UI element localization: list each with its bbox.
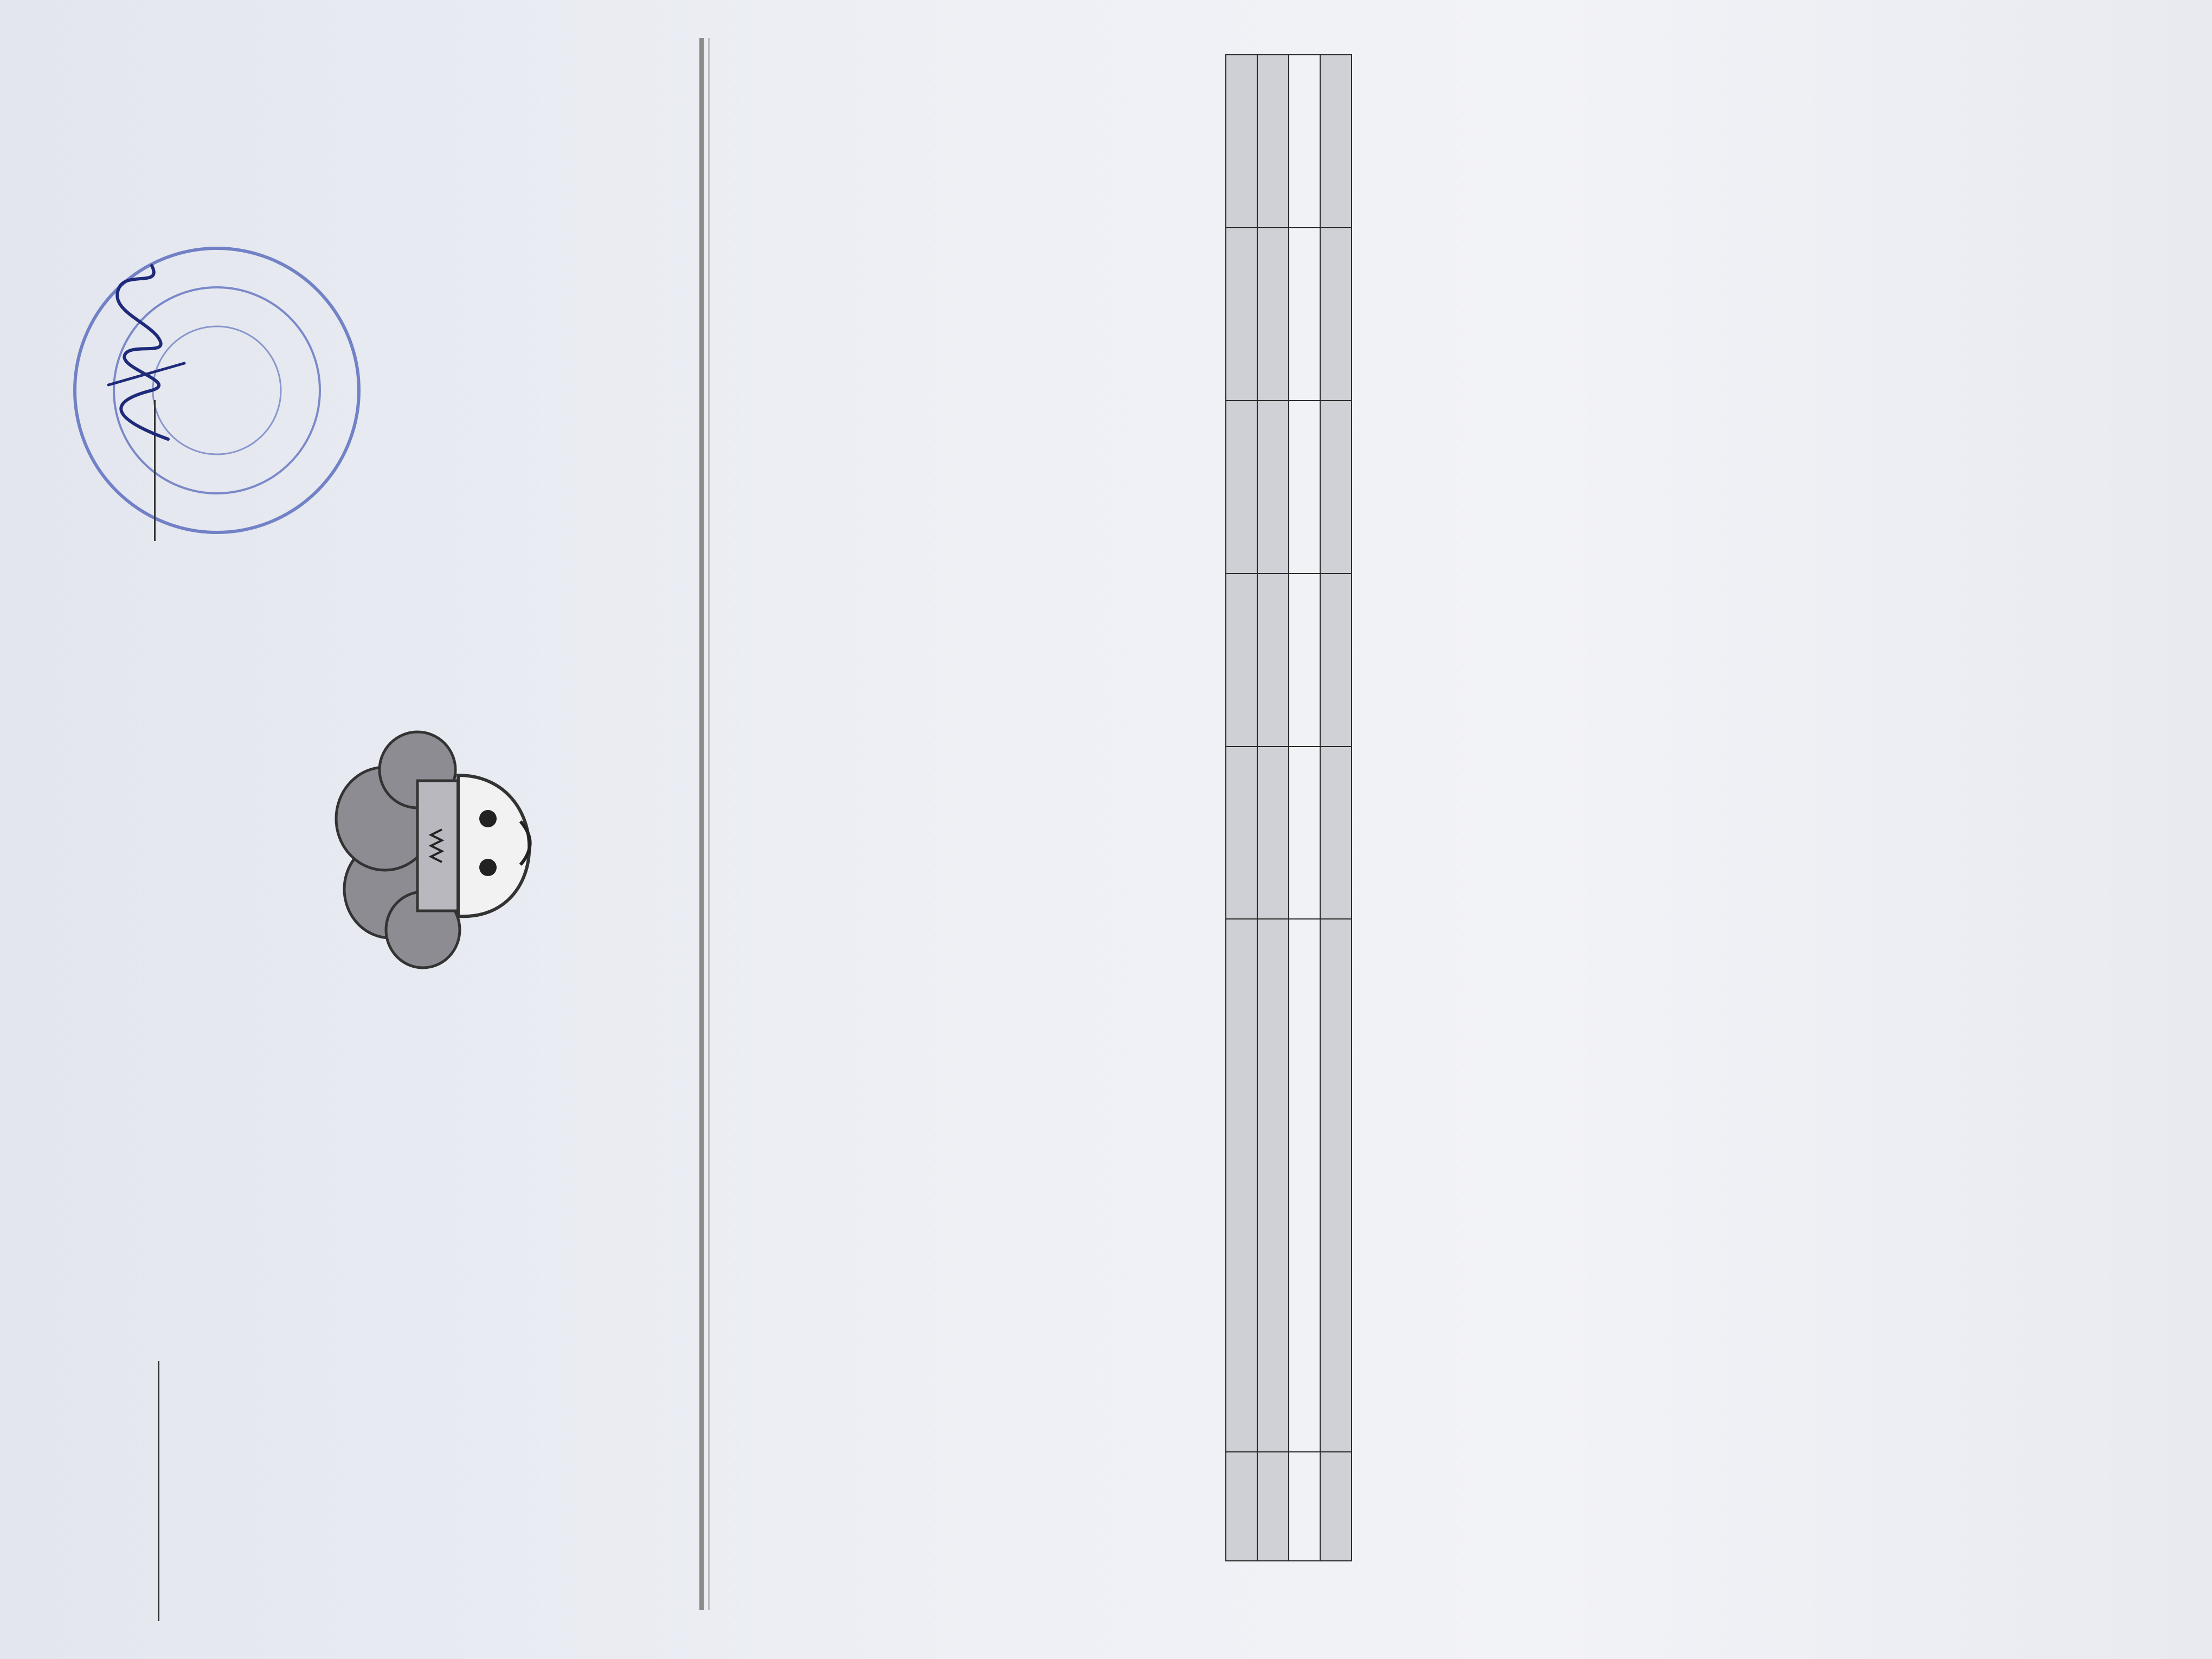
breakfast-total-label xyxy=(1289,919,1320,1451)
section-row-breakfast xyxy=(1257,55,1289,1561)
season-block xyxy=(1130,1540,1160,1561)
category-block xyxy=(1030,597,1075,613)
breakfast-total-kcal xyxy=(1289,55,1320,228)
table-day-row xyxy=(1226,55,1257,1561)
breakfast-total-row xyxy=(1289,55,1320,1561)
signature-line xyxy=(157,1361,159,1621)
section-row-lunch xyxy=(1320,55,1352,1561)
menu-table xyxy=(1225,54,1352,1561)
breakfast-total-protein xyxy=(1289,574,1320,747)
lunch-label xyxy=(1320,919,1352,1451)
menu-document xyxy=(22,16,2136,1643)
breakfast-total-weight xyxy=(1289,747,1320,919)
breakfast-total-fat xyxy=(1289,401,1320,574)
handwritten-signature xyxy=(87,255,195,450)
chef-mascot-logo xyxy=(325,721,575,981)
divider-line xyxy=(699,38,704,1610)
breakfast-label xyxy=(1257,919,1289,1451)
agreement-block xyxy=(114,1361,203,1621)
breakfast-total-carbs xyxy=(1289,228,1320,401)
divider-line-thin xyxy=(708,38,710,1610)
day-label xyxy=(1226,919,1257,1451)
